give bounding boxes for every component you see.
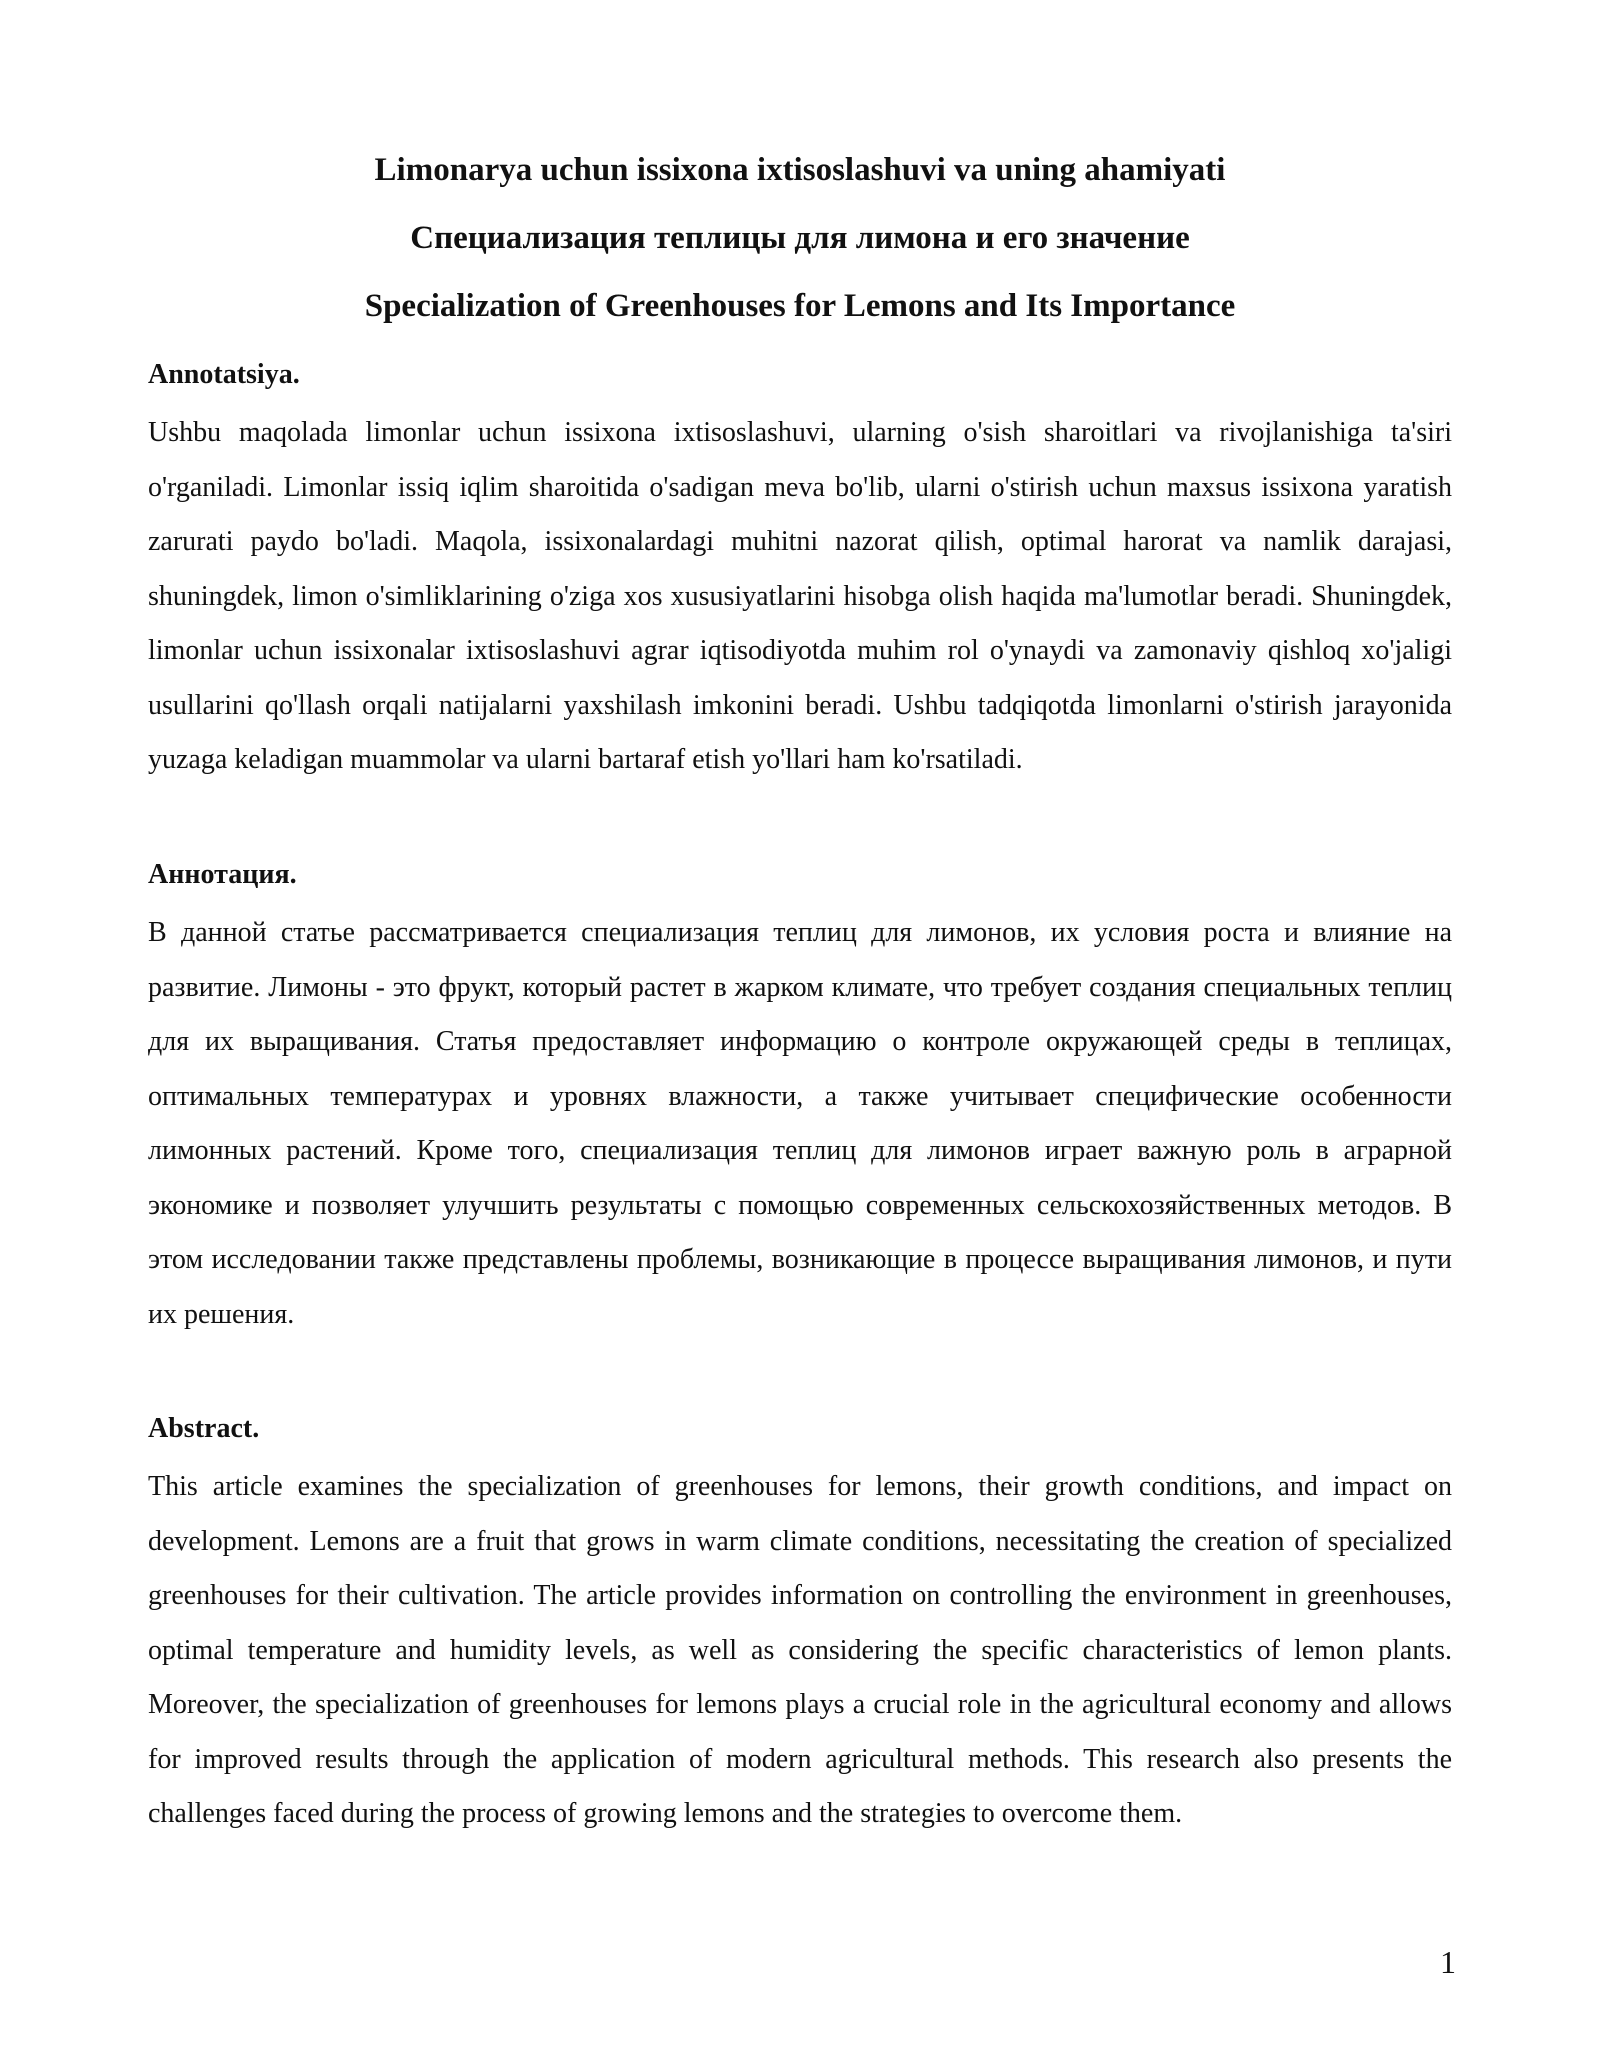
annotation-russian-text: В данной статье рассматривается специализация теплиц для лимонов, их условия роста и влияние на развитие. Лимоны - это фрукт, который растет в жарком климате, что требует создания специальных теплиц для их выращивания. Статья предоставляет информацию о контроле окружающей среды в теплицах, оптимальных температурах и уровнях влажности, а также учитывает специфические особенности лимонных растений. Кроме того, специализация теплиц для лимонов играет важную роль в аграрной экономике и позволяет улучшить результаты с помощью современных сельскохозяйственных методов. В этом исследовании также представлены проблемы, возникающие в процессе выращивания лимонов, и пути их решения. (148, 917, 1452, 1330)
abstract-english-text: This article examines the specialization of greenhouses for lemons, their growth conditions, and impact on development. Lemons are a fruit that grows in warm climate conditions, necessitating the creation of specialized greenhouses for their cultivation. The article provides information on controlling the environment in greenhouses, optimal temperature and humidity levels, as well as considering the specific characteristics of lemon plants. Moreover, the specialization of greenhouses for lemons plays a crucial role in the agricultural economy and allows for improved results through the application of modern agricultural methods. This research also presents the challenges faced during the process of growing lemons and the strategies to overcome them. (148, 1471, 1452, 1829)
title-uzbek: Limonarya uchun issixona ixtisoslashuvi va uning ahamiyati (374, 152, 1226, 188)
annotation-uzbek-heading: Annotatsiya. (148, 359, 300, 390)
page-number: 1 (1440, 1944, 1456, 1980)
annotation-russian-heading: Аннотация. (148, 859, 297, 890)
title-russian: Специализация теплицы для лимона и его значение (410, 220, 1190, 256)
title-english: Specialization of Greenhouses for Lemons and Its Importance (364, 288, 1236, 324)
abstract-english-heading: Abstract. (148, 1413, 260, 1444)
annotation-uzbek-text: Ushbu maqolada limonlar uchun issixona ixtisoslashuvi, ularning o'sish sharoitlari va rivojlanishiga ta'siri o'rganiladi. Limonlar issiq iqlim sharoitida o'sadigan meva bo'lib, ularni o'stirish uchun maxsus issixona yaratish zarurati paydo bo'ladi. Maqola, issixonalardagi muhitni nazorat qilish, optimal harorat va namlik darajasi, shuningdek, limon o'simliklarining o'ziga xos xususiyatlarini hisobga olish haqida ma'lumotlar beradi. Shuningdek, limonlar uchun issixonalar ixtisoslashuvi agrar iqtisodiyotda muhim rol o'ynaydi va zamonaviy qishloq xo'jaligi usullarini qo'llash orqali natijalarni yaxshilash imkonini beradi. Ushbu tadqiqotda limonlarni o'stirish jarayonida yuzaga keladigan muammolar va ularni bartaraf etish yo'llari ham ko'rsatiladi. (148, 417, 1452, 775)
